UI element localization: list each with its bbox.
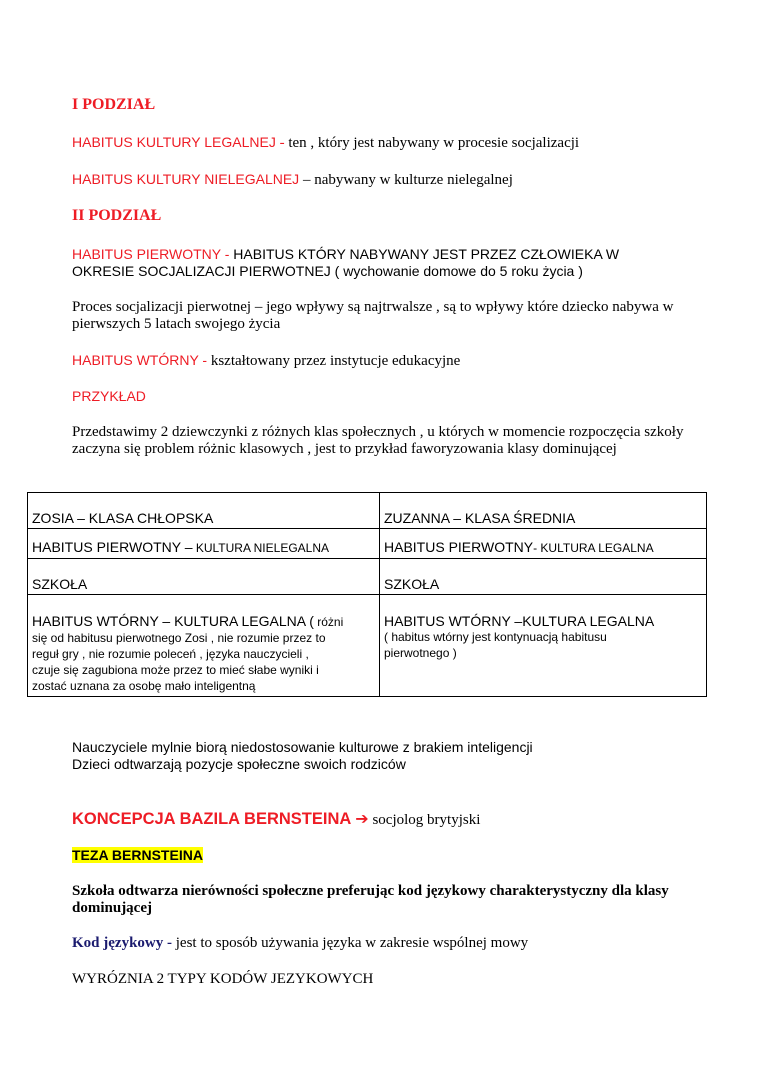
term-nielegalnej: HABITUS KULTURY NIELEGALNEJ <box>72 171 300 187</box>
table-row <box>28 493 707 529</box>
para-przedstawimy <box>72 424 683 458</box>
koncepcja-rest: socjolog brytyjski <box>368 812 481 828</box>
cell-main-text: HABITUS PIERWOTNY – <box>32 539 193 555</box>
line-kod-jezykowy <box>72 935 528 952</box>
cell-line: ( habitus wtórny jest kontynuacją habitusu <box>384 630 607 644</box>
def-nielegalnej: – nabywany w kulturze nielegalnej <box>302 172 513 188</box>
heading-podzial-1: I PODZIAŁ <box>72 96 156 113</box>
proces-l1: Proces socjalizacji pierwotnej – jego wpływy są najtrwalsze , są to wpływy które dziecko nabywa w <box>72 299 674 315</box>
table-row <box>28 529 707 559</box>
cell-line: zostać uznana za osobę mało inteligentną <box>32 679 256 693</box>
cell-line: reguł gry , nie rozumie poleceń , języka nauczycieli , <box>32 647 309 661</box>
cell-main-text: HABITUS WTÓRNY – KULTURA LEGALNA ( <box>32 613 314 629</box>
comparison-table <box>27 492 707 697</box>
teza-highlight: TEZA BERNSTEINA <box>72 847 203 863</box>
def-pierwotny-l2: OKRESIE SOCJALIZACJI PIERWOTNEJ ( wychowanie domowe do 5 roku życia ) <box>72 263 583 279</box>
szkola-l1: Szkoła odtwarza nierówności społeczne preferując kod językowy charakterystyczny dla klasy <box>72 883 669 899</box>
przedstawimy-l1: Przedstawimy 2 dziewczynki z różnych klas społecznych , u których w momencie rozpoczęcia szkoły <box>72 424 684 440</box>
line-habitus-wtorny <box>72 352 460 370</box>
para-nauczyciele <box>72 739 533 773</box>
def-wtorny: kształtowany przez instytucje edukacyjne <box>207 353 461 369</box>
term-legalnej: HABITUS KULTURY LEGALNEJ <box>72 134 276 150</box>
def-pierwotny-l1: HABITUS KTÓRY NABYWANY JEST PRZEZ CZŁOWIEKA W <box>229 246 620 262</box>
table-cell <box>28 595 380 697</box>
table-cell <box>380 595 707 697</box>
przedstawimy-l2: zaczyna się problem różnic klasowych , jest to przykład faworyzowania klasy dominującej <box>72 441 617 457</box>
line-wyroznia: WYRÓZNIA 2 TYPY KODÓW JEZYKOWYCH <box>72 971 374 987</box>
table-cell <box>28 529 380 559</box>
heading-koncepcja <box>72 809 480 829</box>
line-habitus-nielegalnej <box>72 171 513 189</box>
table-cell <box>380 529 707 559</box>
cell-line: czuje się zagubiona może przez to mieć słabe wyniki i <box>32 663 319 677</box>
cell-line: pierwotnego ) <box>384 646 457 660</box>
nauczyciele-l2: Dzieci odtwarzają pozycje społeczne swoich rodziców <box>72 756 406 772</box>
table-row <box>28 595 707 697</box>
table-cell: ZOSIA – KLASA CHŁOPSKA <box>28 493 380 529</box>
koncepcja-title: KONCEPCJA BAZILA BERNSTEINA <box>72 810 352 828</box>
table-cell: SZKOŁA <box>28 559 380 595</box>
heading-podzial-2: II PODZIAŁ <box>72 207 162 224</box>
term-pierwotny: HABITUS PIERWOTNY - <box>72 246 230 262</box>
term-kod: Kod językowy - <box>72 935 172 951</box>
proces-l2: pierwszych 5 latach swojego życia <box>72 316 281 332</box>
cell-main-text: HABITUS PIERWOTNY <box>384 539 534 555</box>
para-proces <box>72 299 674 333</box>
term-wtorny: HABITUS WTÓRNY - <box>72 352 208 368</box>
para-habitus-pierwotny <box>72 246 619 280</box>
nauczyciele-l1: Nauczyciele mylnie biorą niedostosowanie kulturowe z brakiem inteligencji <box>72 739 533 755</box>
line-habitus-legalnej <box>72 134 579 152</box>
cell-small-text: różni <box>313 615 344 629</box>
table-row <box>28 559 707 595</box>
cell-small-text: - KULTURA LEGALNA <box>533 541 654 555</box>
label-przyklad: PRZYKŁAD <box>72 388 146 404</box>
cell-line: się od habitusu pierwotnego Zosi , nie rozumie przez to <box>32 631 326 645</box>
teza-bernsteina <box>72 847 203 863</box>
para-szkola <box>72 883 669 917</box>
table-cell: ZUZANNA – KLASA ŚREDNIA <box>380 493 707 529</box>
dash-separator: - <box>275 135 289 151</box>
arrow-right-icon: ➔ <box>355 809 369 828</box>
szkola-l2: dominującej <box>72 900 152 916</box>
cell-main-text: HABITUS WTÓRNY –KULTURA LEGALNA <box>384 613 655 629</box>
def-kod: jest to sposób używania języka w zakresie wspólnej mowy <box>172 935 529 951</box>
def-legalnej: ten , który jest nabywany w procesie socjalizacji <box>288 135 580 151</box>
cell-small-text: KULTURA NIELEGALNA <box>192 541 330 555</box>
table-cell: SZKOŁA <box>380 559 707 595</box>
